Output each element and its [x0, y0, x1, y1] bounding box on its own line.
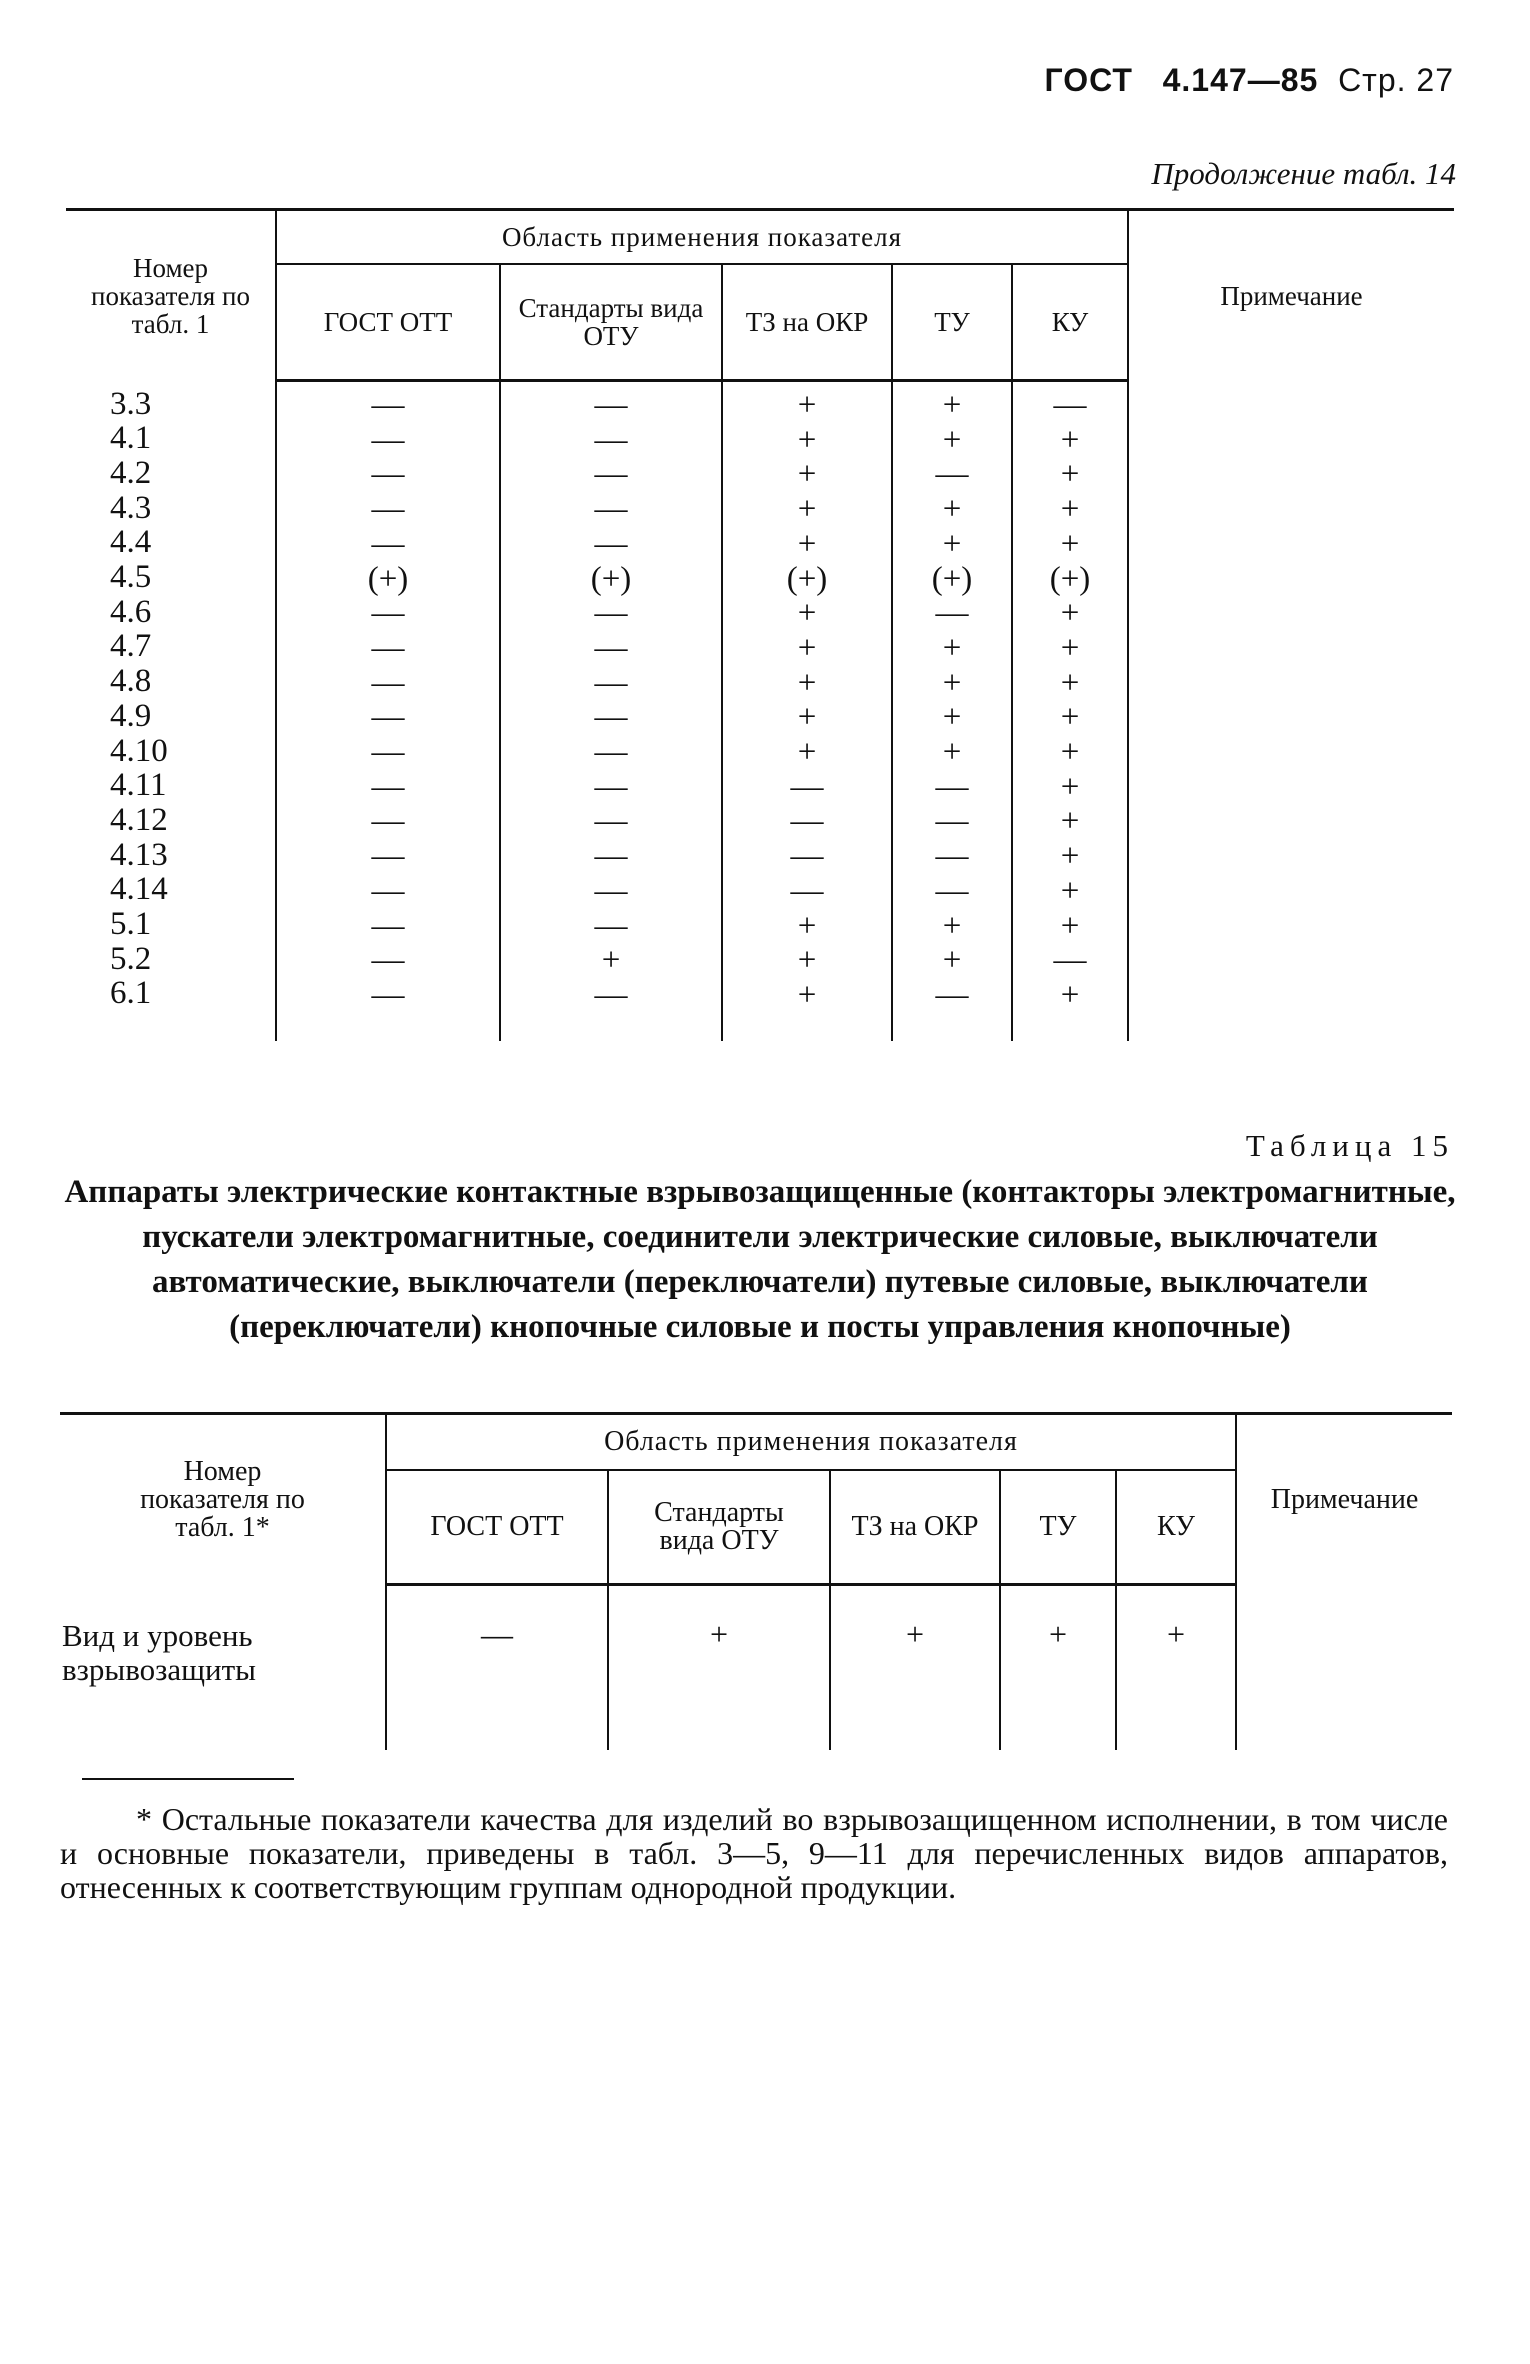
table-cell: + [1060, 421, 1080, 458]
gost-number: 4.147—85 [1162, 62, 1319, 98]
t15-cell: + [830, 1585, 1000, 1751]
row-number: 4.13 [110, 836, 168, 873]
table-cell: + [797, 525, 817, 562]
table-cell: — [371, 595, 405, 632]
t14-col-gost-ott [276, 381, 500, 1041]
t15-cell: + [1116, 1585, 1236, 1751]
table-cell: + [942, 942, 962, 979]
table-cell: + [1060, 803, 1080, 840]
table-cell: + [1060, 491, 1080, 528]
table-cell: — [371, 838, 405, 875]
table-cell: — [594, 421, 628, 458]
table-cell: — [371, 525, 405, 562]
table-cell: + [1060, 907, 1080, 944]
table-cell: — [594, 595, 628, 632]
t15-header-col: КУ [1116, 1470, 1236, 1585]
t14-header-number: Номер показателя по табл. 1 [91, 252, 250, 339]
row-number: 4.4 [110, 524, 152, 561]
table-cell: + [942, 387, 962, 423]
table-cell: + [1060, 976, 1080, 1013]
table-cell: + [942, 699, 962, 736]
table-cell: + [797, 456, 817, 493]
table-cell: + [1060, 456, 1080, 493]
footnote: * Остальные показатели качества для изделий во взрывозащищенном исполнении, в том числе и основные показатели, приведены в табл. 3—5, 9—11 для перечисленных видов аппаратов, отнесенных к соответствующим группам однородной продукции. [60, 1801, 1448, 1905]
t15-header-col: ТУ [1000, 1470, 1116, 1585]
row-number: 4.2 [110, 454, 152, 491]
table-cell: + [942, 421, 962, 458]
table-cell: + [797, 421, 817, 458]
table-cell: — [371, 456, 405, 493]
table-cell: + [942, 491, 962, 528]
table-cell: — [790, 838, 824, 875]
row-number: 4.3 [110, 489, 152, 526]
row-number: 5.2 [110, 940, 152, 977]
gost-label: ГОСТ [1044, 62, 1133, 98]
row-number: 4.6 [110, 593, 152, 630]
table-cell: (+) [590, 560, 632, 597]
table-cell: — [594, 734, 628, 771]
t15-header-col: ТЗ на ОКР [830, 1470, 1000, 1585]
t14-header-group: Область применения показателя [276, 210, 1128, 265]
table-cell: + [1060, 838, 1080, 875]
table-cell: + [942, 629, 962, 666]
table-cell: — [935, 595, 969, 632]
table-cell: — [594, 907, 628, 944]
table-cell: — [371, 768, 405, 805]
t14-header-col: ТУ [892, 264, 1012, 381]
row-number: 6.1 [110, 975, 152, 1012]
page-number: Стр. 27 [1338, 62, 1454, 98]
table-cell: — [371, 491, 405, 528]
table-cell: + [797, 976, 817, 1013]
table-cell: — [935, 976, 969, 1013]
table-cell: + [1060, 595, 1080, 632]
table-cell: + [942, 734, 962, 771]
t15-cell: + [608, 1585, 830, 1751]
t15-header-col: ГОСТ ОТТ [386, 1470, 608, 1585]
table-cell: — [371, 976, 405, 1013]
table-cell: + [1060, 699, 1080, 736]
table14-continuation-label: Продолжение табл. 14 [1151, 156, 1456, 191]
table-cell: — [790, 803, 824, 840]
table-cell: — [1053, 942, 1087, 979]
table-cell: + [1060, 768, 1080, 805]
table-cell: — [371, 629, 405, 666]
table-cell: — [371, 664, 405, 701]
row-number: 3.3 [110, 385, 152, 422]
row-number: 4.7 [110, 628, 152, 665]
table-cell: + [797, 387, 817, 423]
table-cell: — [371, 387, 405, 423]
t15-header-col: Стандарты вида ОТУ [608, 1470, 830, 1585]
table-cell: — [790, 768, 824, 805]
t14-col-ku [1012, 381, 1128, 1041]
table-cell: + [601, 942, 621, 979]
t15-header-note: Примечание [1236, 1414, 1452, 1585]
table-cell: — [371, 942, 405, 979]
row-number: 4.1 [110, 420, 152, 457]
table-cell: + [1060, 664, 1080, 701]
table14 [66, 208, 1454, 1041]
page-header [1044, 62, 1454, 99]
table-cell: — [1053, 387, 1087, 423]
table-cell: — [594, 664, 628, 701]
table15-label: Таблица 15 [1245, 1128, 1454, 1163]
table-cell: — [371, 421, 405, 458]
table-cell: — [371, 734, 405, 771]
table-cell: + [1060, 629, 1080, 666]
table-cell: + [1060, 734, 1080, 771]
row-number: 4.5 [110, 559, 152, 596]
table-cell: — [594, 803, 628, 840]
table-cell: (+) [367, 560, 409, 597]
table-cell: — [371, 872, 405, 909]
row-number: 4.9 [110, 697, 152, 734]
table-cell: — [594, 838, 628, 875]
t14-col-tu [892, 381, 1012, 1041]
table-cell: + [942, 525, 962, 562]
table-cell: + [1060, 872, 1080, 909]
table-cell: — [935, 838, 969, 875]
row-number: 4.11 [110, 767, 167, 804]
table-cell: — [594, 525, 628, 562]
table-cell: — [935, 456, 969, 493]
table-cell: (+) [931, 560, 973, 597]
table-cell: + [942, 664, 962, 701]
table-cell: — [371, 699, 405, 736]
t15-header-number: Номер показателя по табл. 1* [140, 1455, 305, 1543]
table-cell: + [797, 734, 817, 771]
row-number: 4.10 [110, 732, 168, 769]
t14-header-col: КУ [1012, 264, 1128, 381]
table-cell: + [797, 907, 817, 944]
t14-header-note: Примечание [1128, 210, 1454, 381]
t14-col-note [1128, 381, 1454, 1041]
table-cell: — [790, 872, 824, 909]
row-number: 5.1 [110, 906, 152, 943]
t14-header-col: ГОСТ ОТТ [276, 264, 500, 381]
row-number: 4.8 [110, 663, 152, 700]
table-cell: + [797, 942, 817, 979]
row-number: 4.12 [110, 801, 168, 838]
table-cell: — [935, 872, 969, 909]
table-cell: — [371, 803, 405, 840]
t15-cell: — [386, 1585, 608, 1751]
table-cell: + [797, 595, 817, 632]
table15-title: Аппараты электрические контактные взрывозащищенные (контакторы электромагнитные, пускатели электромагнитные, соединители электрические силовые, выключатели автоматические, выключатели (переключатели) путевые силовые, выключатели (переключатели) кнопочные силовые и посты управления кнопочные) [64, 1174, 1456, 1345]
table-cell: — [935, 768, 969, 805]
t14-header-col: Стандарты вида ОТУ [500, 264, 722, 381]
table-cell: — [371, 907, 405, 944]
table-cell: — [594, 491, 628, 528]
table-cell: + [797, 699, 817, 736]
t15-cell-note [1236, 1585, 1452, 1751]
t14-col-number [66, 381, 276, 1041]
table-cell: — [594, 872, 628, 909]
table-cell: — [594, 456, 628, 493]
table-cell: — [594, 387, 628, 423]
t14-col-standards-otu [500, 381, 722, 1041]
table-cell: (+) [786, 560, 828, 597]
table-cell: — [935, 803, 969, 840]
table15 [60, 1412, 1452, 1750]
row-number: 4.14 [110, 871, 168, 908]
table-cell: + [942, 907, 962, 944]
table-cell: — [594, 976, 628, 1013]
table-cell: — [594, 629, 628, 666]
table-cell: + [1060, 525, 1080, 562]
table-cell: (+) [1049, 560, 1091, 597]
t15-header-group: Область применения показателя [386, 1414, 1236, 1471]
t15-cell: + [1000, 1585, 1116, 1751]
t14-header-col: ТЗ на ОКР [722, 264, 892, 381]
table-cell: + [797, 664, 817, 701]
table-cell: — [594, 699, 628, 736]
footnote-divider [82, 1778, 294, 1780]
table-cell: + [797, 491, 817, 528]
table-cell: + [797, 629, 817, 666]
t15-row-number: Вид и уровень взрывозащиты [62, 1617, 256, 1687]
table-row [60, 1585, 1452, 1751]
t14-col-tz-okr [722, 381, 892, 1041]
table-cell: — [594, 768, 628, 805]
